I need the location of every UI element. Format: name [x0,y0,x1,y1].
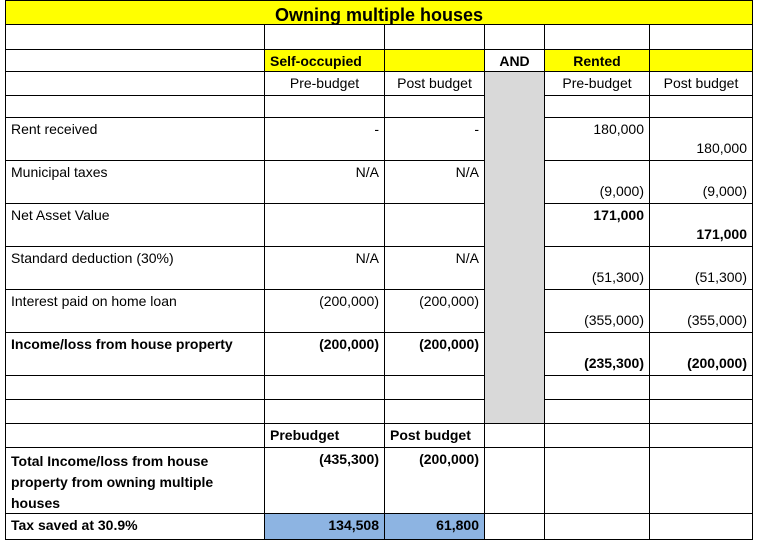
cell-rented-post[interactable]: (355,000) [650,290,753,333]
cell-so-post[interactable]: - [385,118,485,161]
row-label-rent-received[interactable]: Rent received [5,118,265,161]
cell-rented-post[interactable]: (9,000) [650,161,753,204]
empty-cell[interactable] [5,376,265,400]
cell-so-pre[interactable]: - [265,118,385,161]
empty-cell[interactable] [265,96,385,118]
empty-cell[interactable] [5,424,265,448]
header-fill-cell[interactable] [385,50,485,72]
tax-saved-post[interactable]: 61,800 [385,514,485,540]
cell-so-pre[interactable]: (200,000) [265,333,385,376]
total-post[interactable]: (200,000) [385,448,485,514]
header-so-post-budget[interactable]: Post budget [385,72,485,96]
empty-cell[interactable] [650,448,753,514]
empty-cell[interactable] [385,96,485,118]
empty-cell[interactable] [650,376,753,400]
header-rented[interactable]: Rented [545,50,650,72]
empty-cell[interactable] [485,25,545,50]
cell-so-post[interactable]: (200,000) [385,290,485,333]
empty-cell[interactable] [650,400,753,424]
cell-rented-pre[interactable]: 171,000 [545,204,650,247]
empty-cell[interactable] [650,424,753,448]
empty-cell[interactable] [545,424,650,448]
cell-rented-pre[interactable]: (355,000) [545,290,650,333]
cell-rented-pre[interactable]: (235,300) [545,333,650,376]
cell-rented-post[interactable]: 180,000 [650,118,753,161]
empty-cell[interactable] [650,96,753,118]
header-so-pre-budget[interactable]: Pre-budget [265,72,385,96]
empty-cell[interactable] [5,96,265,118]
empty-cell[interactable] [385,400,485,424]
empty-cell[interactable] [485,514,545,540]
header-self-occupied[interactable]: Self-occupied [265,50,385,72]
empty-cell[interactable] [5,50,265,72]
summary-header-post-budget[interactable]: Post budget [385,424,485,448]
empty-cell[interactable] [485,424,545,448]
header-rented-post-budget[interactable]: Post budget [650,72,753,96]
empty-cell[interactable] [265,400,385,424]
header-fill-cell[interactable] [650,50,753,72]
empty-cell[interactable] [5,25,265,50]
separator-column [485,72,545,424]
cell-rented-post[interactable]: 171,000 [650,204,753,247]
empty-cell[interactable] [5,72,265,96]
row-label-municipal-taxes[interactable]: Municipal taxes [5,161,265,204]
empty-cell[interactable] [545,96,650,118]
row-label-income-loss[interactable]: Income/loss from house property [5,333,265,376]
cell-so-pre[interactable]: N/A [265,247,385,290]
row-label-total-income-loss[interactable]: Total Income/loss from house property from owning multiple houses [5,448,265,514]
empty-cell[interactable] [5,400,265,424]
empty-cell[interactable] [545,400,650,424]
empty-cell[interactable] [545,25,650,50]
cell-so-post[interactable]: (200,000) [385,333,485,376]
total-pre[interactable]: (435,300) [265,448,385,514]
sheet-title[interactable]: Owning multiple houses [5,0,753,25]
cell-so-pre[interactable]: N/A [265,161,385,204]
cell-so-post[interactable]: N/A [385,247,485,290]
row-label-tax-saved[interactable]: Tax saved at 30.9% [5,514,265,540]
cell-so-post[interactable] [385,204,485,247]
summary-header-prebudget[interactable]: Prebudget [265,424,385,448]
cell-so-post[interactable]: N/A [385,161,485,204]
empty-cell[interactable] [265,25,385,50]
cell-rented-pre[interactable]: 180,000 [545,118,650,161]
empty-cell[interactable] [385,376,485,400]
empty-cell[interactable] [485,448,545,514]
empty-cell[interactable] [650,514,753,540]
empty-cell[interactable] [265,376,385,400]
header-rented-pre-budget[interactable]: Pre-budget [545,72,650,96]
empty-cell[interactable] [650,25,753,50]
row-label-interest-paid[interactable]: Interest paid on home loan [5,290,265,333]
cell-so-pre[interactable] [265,204,385,247]
cell-rented-post[interactable]: (200,000) [650,333,753,376]
cell-rented-pre[interactable]: (51,300) [545,247,650,290]
empty-cell[interactable] [545,376,650,400]
cell-rented-pre[interactable]: (9,000) [545,161,650,204]
tax-saved-pre[interactable]: 134,508 [265,514,385,540]
empty-cell[interactable] [545,514,650,540]
header-and[interactable]: AND [485,50,545,72]
row-label-standard-deduction[interactable]: Standard deduction (30%) [5,247,265,290]
cell-so-pre[interactable]: (200,000) [265,290,385,333]
row-label-net-asset-value[interactable]: Net Asset Value [5,204,265,247]
empty-cell[interactable] [545,448,650,514]
empty-cell[interactable] [385,25,485,50]
cell-rented-post[interactable]: (51,300) [650,247,753,290]
